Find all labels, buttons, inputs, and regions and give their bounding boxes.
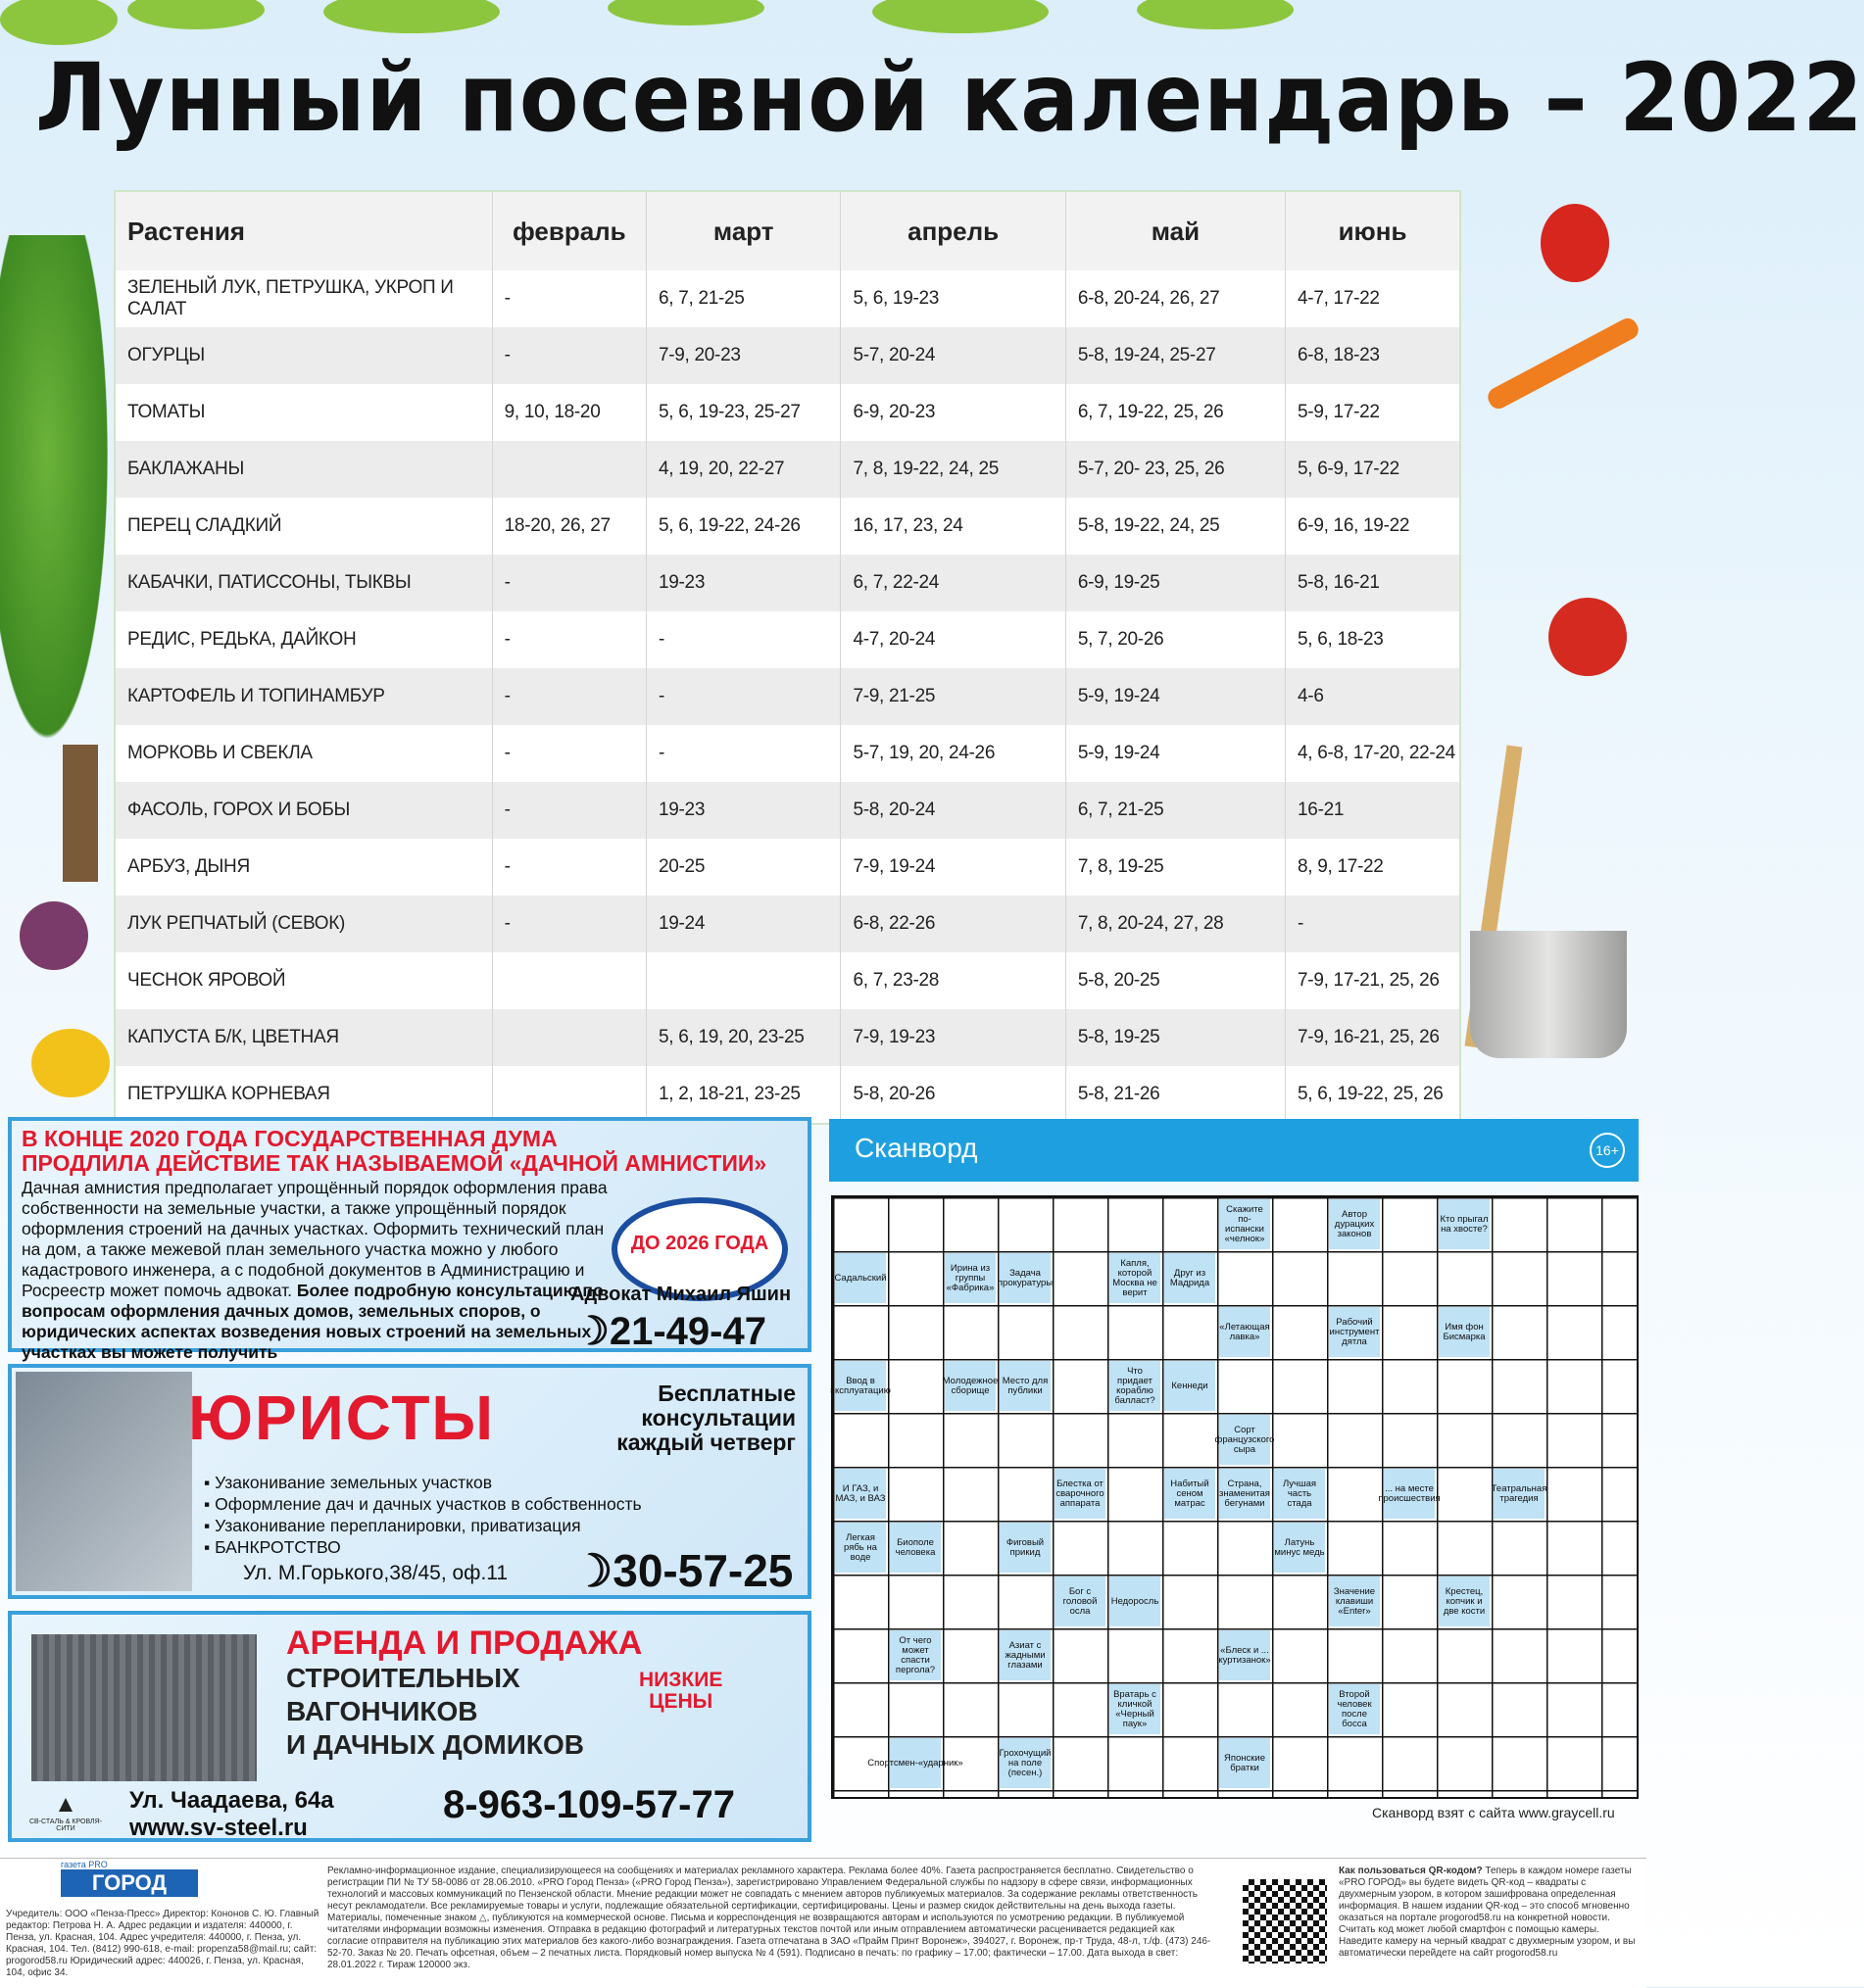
scanword-clue: ... на месте происшествия [1384,1469,1435,1519]
qr-info-text: Теперь в каждом номере газеты «PRO ГОРОД» вы будете видеть QR-код – квадраты с двухмерным узором, в котором зашифрована определенная информация. В нашем издании QR-код – это способ мгновенно оказаться на портале progorod58.ru на конкретной новости. Считать код может любой смартфон с помощью камеры. Наведите камеру на черный квадрат с двухмерным узором, и вы автоматически перейдете на сайт progorod58.ru [1339,1866,1636,1959]
dates-cell: 7, 8, 19-22, 24, 25 [841,441,1065,498]
sowing-calendar-table [114,190,1461,1125]
dates-cell: 5-9, 19-24 [1065,668,1285,725]
dates-cell: 7, 8, 19-25 [1065,839,1285,896]
scanword-clue: От чего может спасти пергола? [890,1630,941,1680]
dates-cell: 6, 7, 22-24 [841,555,1065,611]
scanword-clue: Что придает кораблю балласт? [1109,1361,1160,1411]
table-row [115,1066,1460,1124]
dates-cell: 5-7, 19, 20, 24-26 [841,725,1065,782]
header-march: март [647,191,841,270]
header-february: февраль [492,191,646,270]
scanword-clue: Латунь минус медь [1274,1523,1325,1573]
table-row [115,839,1460,896]
dates-cell: 19-23 [647,555,841,611]
dates-cell: 20-25 [647,839,841,896]
header-june: июнь [1286,191,1460,270]
dates-cell: 6-9, 20-23 [841,384,1065,441]
scanword-clue: Грохочущий на поле (песен.) [1000,1738,1051,1788]
free-consult-text [541,1382,796,1455]
scanword-clue: И ГАЗ, и МАЗ, и ВАЗ [835,1469,886,1519]
dates-cell [492,1066,646,1124]
table-row [115,611,1460,668]
dates-cell: 5, 6, 19-23, 25-27 [647,384,841,441]
dates-cell: 5-7, 20- 23, 25, 26 [1065,441,1285,498]
deadline-badge-text: ДО 2026 ГОДА [630,1233,769,1254]
scanword-clue: Значение клавиши «Enter» [1329,1576,1380,1626]
lawyers-title: ЮРИСТЫ [188,1382,496,1453]
table-body [115,270,1460,1124]
scanword-clue: Сорт французского сыра [1219,1415,1270,1465]
plant-name-cell: БАКЛАЖАНЫ [115,441,492,498]
scanword-clue: Капля, которой Москва не верит [1109,1253,1160,1303]
scanword-clue: Скажите по-испански «челнок» [1219,1199,1270,1249]
dates-cell: - [492,839,646,896]
lawyer-name: Адвокат Михаил Яшин [570,1284,792,1305]
plant-name-cell: КАПУСТА Б/К, ЦВЕТНАЯ [115,1009,492,1066]
scanword-clue: «Блеск и ... куртизанок» [1219,1630,1270,1680]
service-item: ▪ Узаконивание земельных участков [204,1473,493,1492]
dates-cell: 5-8, 20-26 [841,1066,1065,1124]
lawyer-phone-number: 21-49-47 [609,1310,766,1353]
qr-info [1339,1866,1639,1960]
scanword-clue: Спортсмен-«ударник» [890,1738,941,1788]
cabins-subtitle [286,1662,584,1762]
table-row [115,384,1460,441]
dates-cell: 4-7, 17-22 [1286,270,1460,327]
table-row [115,725,1460,782]
table-row [115,555,1460,611]
dates-cell: 5, 6, 19-22, 25, 26 [1286,1066,1460,1124]
dates-cell: 5-9, 19-24 [1065,725,1285,782]
table-row [115,668,1460,725]
dates-cell: 5, 7, 20-26 [1065,611,1285,668]
tree-trunk [63,745,98,882]
dates-cell: 6, 7, 21-25 [1065,782,1285,839]
plant-name-cell: КАРТОФЕЛЬ И ТОПИНАМБУР [115,668,492,725]
plant-name-cell: ЛУК РЕПЧАТЫЙ (СЕВОК) [115,896,492,952]
scanword-clue: Легкая рябь на воде [835,1523,886,1573]
table-row [115,327,1460,384]
lawyers-address: Ул. М.Горького,38/45, оф.11 [243,1562,509,1584]
plant-name-cell: КАБАЧКИ, ПАТИССОНЫ, ТЫКВЫ [115,555,492,611]
header-plants: Растения [115,191,492,270]
dates-cell: 7-9, 19-23 [841,1009,1065,1066]
dates-cell: - [492,668,646,725]
scanword-clue: Кто прыгал на хвосте? [1439,1199,1490,1249]
dates-cell: - [492,782,646,839]
lawyers-ad [8,1364,811,1599]
scanword-clue: Блестка от сварочного аппарата [1055,1469,1105,1519]
qr-info-title: Как пользоваться QR-кодом? [1339,1866,1483,1876]
table-row [115,1009,1460,1066]
scanword-title: Сканворд [855,1133,978,1163]
scanword-clue: Крестец, копчик и две кости [1439,1576,1490,1626]
amnesty-body [22,1178,610,1363]
amnesty-headline-line2: ПРОДЛИЛА ДЕЙСТВИЕ ТАК НАЗЫВАЕМОЙ «ДАЧНОЙ АМНИСТИИ» [22,1150,767,1176]
amnesty-body-bold: Более подробную консультацию по вопросам оформления дачных домов, земельных споров, о юридических аспектах возведения новых строений на земельных участках вы можете получить [22,1281,604,1362]
dates-cell: 6, 7, 21-25 [647,270,841,327]
dates-cell: 6, 7, 19-22, 25, 26 [1065,384,1285,441]
dates-cell: 4-7, 20-24 [841,611,1065,668]
plant-name-cell: РЕДИС, РЕДЬКА, ДАЙКОН [115,611,492,668]
amnesty-headline-line1: В КОНЦЕ 2020 ГОДА ГОСУДАРСТВЕННАЯ ДУМА [22,1126,558,1151]
cabins-headline: АРЕНДА И ПРОДАЖА [286,1624,643,1662]
dates-cell: 6-8, 20-24, 26, 27 [1065,270,1285,327]
dates-cell: 5-8, 19-22, 24, 25 [1065,498,1285,555]
low-prices-badge: НИЗКИЕ ЦЕНЫ [639,1669,723,1713]
businessman-photo [16,1372,192,1591]
pepper-red-decoration [1541,204,1609,282]
dates-cell: 6-9, 19-25 [1065,555,1285,611]
scanword-clue: Биополе человека [890,1523,941,1573]
scanword-clue: Бог с головой осла [1055,1576,1105,1626]
plant-name-cell: ТОМАТЫ [115,384,492,441]
service-item: ▪ БАНКРОТСТВО [204,1537,341,1557]
free-line2: консультации [641,1405,796,1430]
scanword-clue: Задача прокуратуры [1000,1253,1051,1303]
qr-code[interactable] [1243,1879,1327,1964]
dates-cell: - [647,725,841,782]
bucket-decoration [1470,931,1627,1058]
dates-cell: 5, 6, 19-22, 24-26 [647,498,841,555]
pro-gorod-logo: ГОРОД [61,1869,198,1897]
table-row [115,270,1460,327]
dates-cell [492,441,646,498]
table-header-row [115,191,1460,270]
dates-cell [647,952,841,1009]
dates-cell: - [647,668,841,725]
plant-name-cell: ЗЕЛЕНЫЙ ЛУК, ПЕТРУШКА, УКРОП И САЛАТ [115,270,492,327]
cabbage-decoration [20,901,88,970]
amnesty-body-text: Дачная амнистия предполагает упрощённый порядок оформления права собственности на земельные участки, а также упрощённый порядок оформления строений на дачных участках. Оформить технический план на дом, а также межевой план земельного участка можно у любого кадастрового инженера, а с подобной документов в Администрацию и Росреестр может помочь адвокат. [22,1178,608,1300]
cabins-ad [8,1611,811,1842]
dates-cell: 5-8, 16-21 [1286,555,1460,611]
amnesty-ad [8,1117,811,1362]
dates-cell: 6-9, 16, 19-22 [1286,498,1460,555]
plant-name-cell: ПЕРЕЦ СЛАДКИЙ [115,498,492,555]
dates-cell: 16, 17, 23, 24 [841,498,1065,555]
dates-cell: 4, 19, 20, 22-27 [647,441,841,498]
header-april: апрель [841,191,1065,270]
table-row [115,896,1460,952]
plant-name-cell: МОРКОВЬ И СВЕКЛА [115,725,492,782]
legal-text: Рекламно-информационное издание, специализирующееся на сообщениях и материалах рекламного характера. Реклама более 40%. Газета распространяется бесплатно. Свидетельство о регистрации ПИ № ТУ 58-0086 от 28.06.2010. «PRO Город Пенза» («PRO Город Пенза»), зарегистрировано Управлением Федеральной службы по надзору в сфере связи, информационных технологий и массовых коммуникаций по Пензенской области. Мнение редакции может не совпадать с мнением авторов публикуемых материалов. За содержание рекламы ответственность несут рекламодатели. Все рекламируемые товары и услуги, подлежащие обязательной сертификации, сертифицированы. Цены и размер скидок действительны на день выхода газеты. Материалы, помеченные знаком △, публикуются на коммерческой основе. Письма и корреспонденция не возвращаются авторам и используются по усмотрению редакции. В публикуемой читателями информации возможны изменения. Отправка в редакцию фотографий и литературных текстов почтой или иным отправлением автоматически расценивается редакцией как согласие отправителя на публикацию этих материалов без какого-либо вознаграждения. Газета отпечатана в ЗАО «Прайм Принт Воронеж», 394027, г. Воронеж, пр-т Труда, 48-л, т./ф. (473) 246-52-70. Заказ № 20. Печать офсетная, объем – 2 печатных листа. Порядковый номер выпуска № 4 (591). Подписано в печать: по графику – 17.00; фактически – 17.00. Дата выхода в свет: 28.01.2022 г. Тираж 120000 экз. [327,1866,1211,1970]
dates-cell: - [1286,896,1460,952]
free-line3: каждый четверг [616,1430,796,1455]
dates-cell: 1, 2, 18-21, 23-25 [647,1066,841,1124]
free-line1: Бесплатные [658,1381,796,1406]
dates-cell: - [492,896,646,952]
scanword-clue: Страна, знаменитая бегунами [1219,1469,1270,1519]
cabin-photo [31,1634,257,1781]
table-row [115,441,1460,498]
tree-decoration [0,235,118,784]
table-row [115,782,1460,839]
dates-cell: - [492,270,646,327]
dates-cell: - [647,611,841,668]
header-may: май [1065,191,1285,270]
dates-cell: 5, 6-9, 17-22 [1286,441,1460,498]
dates-cell: 5-8, 21-26 [1065,1066,1285,1124]
dates-cell: 18-20, 26, 27 [492,498,646,555]
scanword-grid[interactable] [831,1195,1639,1799]
scanword-clue: Вратарь с кличкой «Черный паук» [1109,1684,1160,1734]
plant-name-cell: ФАСОЛЬ, ГОРОХ И БОБЫ [115,782,492,839]
dates-cell: 5-8, 20-25 [1065,952,1285,1009]
lawyer-phone: ☽21-49-47 [574,1310,766,1353]
dates-cell: 7-9, 19-24 [841,839,1065,896]
scanword-clue: Друг из Мадрида [1164,1253,1215,1303]
scanword-source: Сканворд взят с сайта www.graycell.ru [1372,1805,1615,1820]
dates-cell: 5, 6, 19-23 [841,270,1065,327]
scanword-clue: Японские братки [1219,1738,1270,1788]
scanword-clue: Садальский [835,1253,886,1303]
cabins-address: Ул. Чаадаева, 64а www.sv-steel.ru [129,1787,334,1841]
dates-cell: 6-8, 22-26 [841,896,1065,952]
scanword-clue: Кеннеди [1164,1361,1215,1411]
scanword-clue: Лучшая часть стада [1274,1469,1325,1519]
scanword-clue: Азиат с жадными глазами [1000,1630,1051,1680]
service-item: ▪ Узаконивание перепланировки, приватизация [204,1516,581,1535]
scanword-clue: Молодежное сборище [945,1361,996,1411]
dates-cell: 6-8, 18-23 [1286,327,1460,384]
lawyers-phone-number: 30-57-25 [613,1545,794,1596]
cabins-website: www.sv-steel.ru [129,1815,308,1841]
dates-cell [492,952,646,1009]
dates-cell: 6, 7, 23-28 [841,952,1065,1009]
plant-name-cell: ЧЕСНОК ЯРОВОЙ [115,952,492,1009]
carrot-decoration [1485,315,1642,412]
age-rating-badge: 16+ [1590,1133,1625,1168]
scanword-clue: Набитый сеном матрас [1164,1469,1215,1519]
dates-cell: 5-8, 19-25 [1065,1009,1285,1066]
dates-cell: 4, 6-8, 17-20, 22-24 [1286,725,1460,782]
dates-cell: 7, 8, 20-24, 27, 28 [1065,896,1285,952]
dates-cell: 19-23 [647,782,841,839]
page-title: Лунный посевной календарь – 2022 [35,43,1864,153]
company-logo: ▲ СВ-СТАЛЬ & КРОВЛЯ-СИТИ [28,1791,103,1832]
dates-cell [492,1009,646,1066]
scanword-clue: Имя фон Бисмарка [1439,1307,1490,1357]
scanword-clue: Место для публики [1000,1361,1051,1411]
plant-name-cell: ОГУРЦЫ [115,327,492,384]
dates-cell: 9, 10, 18-20 [492,384,646,441]
cabins-line1: СТРОИТЕЛЬНЫХ [286,1663,520,1693]
cabins-line3: И ДАЧНЫХ ДОМИКОВ [286,1729,584,1760]
dates-cell: 16-21 [1286,782,1460,839]
scanword-clue: Театральная трагедия [1494,1469,1545,1519]
scanword-header [829,1119,1639,1182]
plant-name-cell: ПЕТРУШКА КОРНЕВАЯ [115,1066,492,1124]
table-row [115,952,1460,1009]
dates-cell: 5-8, 20-24 [841,782,1065,839]
dates-cell: 7-9, 20-23 [647,327,841,384]
dates-cell: 5, 6, 19, 20, 23-25 [647,1009,841,1066]
dates-cell: 7-9, 17-21, 25, 26 [1286,952,1460,1009]
dates-cell: 7-9, 21-25 [841,668,1065,725]
dates-cell: 7-9, 16-21, 25, 26 [1286,1009,1460,1066]
dates-cell: 4-6 [1286,668,1460,725]
dates-cell: 5-7, 20-24 [841,327,1065,384]
scanword-clue: Второй человек после босса [1329,1684,1380,1734]
imprint: Учредитель: ООО «Пенза-Пресс» Директор: Кононов С. Ю. Главный редактор: Петрова Н. А. Адрес редакции и издателя: 440000, г. Пенза, ул. Красная, 104. Адрес учредителя: 440000, г. Пенза, ул. Красная, 104. Тел. (8412) 990-618, e-mail: propenza58@mail.ru; сайт: progorod58.ru Юридический адрес: 440026, г. Пенза, ул. Красная, 104, офис 34. [6,1909,319,1978]
scanword-clue: Ирина из группы «Фабрика» [945,1253,996,1303]
logo-small-text: газета PRO [61,1860,108,1869]
dates-cell: 5-9, 17-22 [1286,384,1460,441]
dates-cell: - [492,725,646,782]
plant-name-cell: АРБУЗ, ДЫНЯ [115,839,492,896]
scanword-clue: Недоросль [1109,1576,1160,1626]
scanword-clue: Автор дурацких законов [1329,1199,1380,1249]
dates-cell: - [492,555,646,611]
dates-cell: - [492,611,646,668]
tomato-decoration [1548,598,1627,676]
pepper-yellow-decoration [31,1029,110,1097]
cabins-line2: ВАГОНЧИКОВ [286,1696,478,1726]
dates-cell: 5, 6, 18-23 [1286,611,1460,668]
scanword-clue: Рабочий инструмент дятла [1329,1307,1380,1357]
scanword-clue: Ввод в эксплуатацию [835,1361,886,1411]
lawyers-phone: ☽30-57-25 [572,1545,794,1596]
dates-cell: 19-24 [647,896,841,952]
dates-cell: 8, 9, 17-22 [1286,839,1460,896]
dates-cell: - [492,327,646,384]
scanword-clue: Фиговый прикид [1000,1523,1051,1573]
dates-cell: 5-8, 19-24, 25-27 [1065,327,1285,384]
amnesty-headline [22,1127,796,1176]
cabins-phone: 8-963-109-57-77 [443,1783,735,1826]
table-row [115,498,1460,555]
scanword-clue: «Летающая лавка» [1219,1307,1270,1357]
service-item: ▪ Оформление дач и дачных участков в собственность [204,1494,642,1514]
